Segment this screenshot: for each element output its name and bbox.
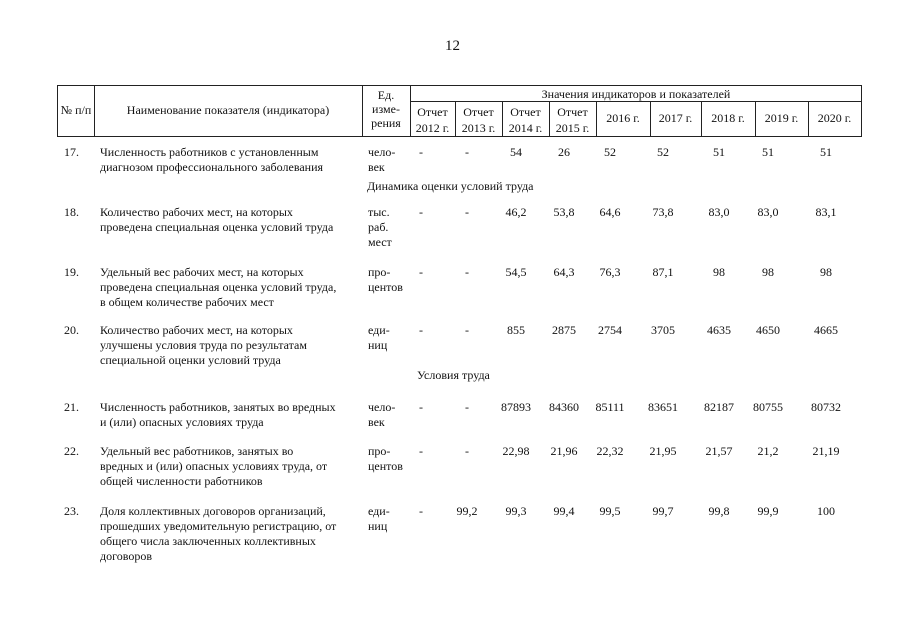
- header-year-2020: 2020 г.: [817, 111, 852, 125]
- indicator-value: 99,2: [456, 504, 478, 518]
- indicator-value: 87893: [501, 400, 531, 414]
- indicator-value: 52: [657, 145, 669, 159]
- indicator-value: 83,1: [815, 205, 837, 219]
- section-heading: Условия труда: [417, 368, 490, 382]
- header-year-2016: 2016 г.: [606, 111, 640, 125]
- header-year-2018: 2018 г.: [711, 111, 745, 125]
- indicator-value: 4665: [814, 323, 838, 337]
- header-group-title: Значения индикаторов и показателей: [541, 87, 731, 101]
- header-year-2013: Отчет 2013 г.: [461, 105, 496, 135]
- indicator-value: 98: [762, 265, 774, 279]
- indicator-name: Количество рабочих мест, на которых проведена специальная оценка условий труда: [100, 205, 334, 234]
- indicator-value: -: [419, 444, 423, 458]
- header-year-2017: 2017 г.: [658, 111, 693, 125]
- indicator-value: -: [465, 400, 469, 414]
- indicator-value: -: [419, 205, 423, 219]
- indicator-value: 21,19: [812, 444, 840, 458]
- page-number: 12: [445, 38, 460, 54]
- indicator-value: 83,0: [708, 205, 730, 219]
- indicator-value: 99,5: [599, 504, 621, 518]
- section-heading: Динамика оценки условий труда: [367, 179, 534, 193]
- indicator-value: 21,57: [705, 444, 733, 458]
- header-year-2015: Отчет 2015 г.: [555, 105, 590, 135]
- indicator-value: 21,96: [550, 444, 578, 458]
- row-number: 23.: [64, 504, 79, 518]
- unit-of-measure: чело- век: [368, 400, 396, 429]
- indicator-value: 21,2: [757, 444, 779, 458]
- indicator-value: 99,8: [708, 504, 730, 518]
- unit-of-measure: про- центов: [368, 444, 403, 473]
- indicator-name: Удельный вес работников, занятых во вредных и (или) опасных условиях труда, от общей численности работников: [100, 444, 328, 488]
- unit-of-measure: еди- ниц: [368, 504, 390, 533]
- indicator-value: 3705: [651, 323, 675, 337]
- indicator-value: 22,98: [502, 444, 530, 458]
- indicator-value: 99,7: [652, 504, 674, 518]
- indicator-value: 82187: [704, 400, 734, 414]
- indicator-value: -: [465, 145, 469, 159]
- header-col-name: Наименование показателя (индикатора): [126, 103, 330, 117]
- indicator-value: 83651: [648, 400, 678, 414]
- indicator-value: -: [419, 265, 423, 279]
- indicator-value: 51: [713, 145, 725, 159]
- indicator-value: -: [419, 504, 423, 518]
- indicator-value: -: [419, 323, 423, 337]
- indicator-value: -: [419, 400, 423, 414]
- indicator-value: 83,0: [757, 205, 779, 219]
- indicator-value: 53,8: [553, 205, 575, 219]
- indicator-value: 64,6: [599, 205, 621, 219]
- header-year-2014: Отчет 2014 г.: [508, 105, 543, 135]
- indicator-value: 22,32: [596, 444, 624, 458]
- indicator-value: 64,3: [553, 265, 575, 279]
- indicator-value: -: [419, 145, 423, 159]
- unit-of-measure: тыс. раб. мест: [368, 205, 392, 249]
- unit-of-measure: про- центов: [368, 265, 403, 294]
- indicator-value: 99,4: [553, 504, 575, 518]
- indicator-value: 73,8: [652, 205, 674, 219]
- indicator-value: -: [465, 265, 469, 279]
- indicator-value: 2754: [598, 323, 622, 337]
- indicator-value: 4635: [707, 323, 731, 337]
- indicator-value: 99,9: [757, 504, 779, 518]
- indicator-name: Удельный вес рабочих мест, на которых проведена специальная оценка условий труда, в общем количестве рабочих мест: [100, 265, 337, 309]
- header-col-no: № п/п: [60, 103, 92, 117]
- unit-of-measure: еди- ниц: [368, 323, 390, 352]
- indicator-name: Доля коллективных договоров организаций, прошедших уведомительную регистрацию, от общего числа заключенных коллективных договоров: [100, 504, 337, 563]
- indicator-value: -: [465, 205, 469, 219]
- header-year-2012: Отчет 2012 г.: [415, 105, 450, 135]
- indicator-value: 80732: [811, 400, 841, 414]
- indicator-value: 100: [817, 504, 835, 518]
- indicator-value: 52: [604, 145, 616, 159]
- header-year-2019: 2019 г.: [764, 111, 799, 125]
- indicator-value: 26: [558, 145, 570, 159]
- indicator-value: 98: [713, 265, 725, 279]
- indicator-value: 84360: [549, 400, 579, 414]
- indicator-value: 51: [762, 145, 774, 159]
- indicator-value: -: [465, 444, 469, 458]
- indicator-value: 21,95: [649, 444, 677, 458]
- indicator-name: Количество рабочих мест, на которых улучшены условия труда по результатам специальной оценки условий труда: [100, 323, 307, 367]
- indicator-value: -: [465, 323, 469, 337]
- indicator-value: 855: [507, 323, 525, 337]
- indicator-value: 46,2: [505, 205, 527, 219]
- indicator-value: 87,1: [652, 265, 674, 279]
- indicator-value: 54,5: [505, 265, 527, 279]
- row-number: 20.: [64, 323, 79, 337]
- indicator-value: 51: [820, 145, 832, 159]
- row-number: 17.: [64, 145, 79, 159]
- row-number: 22.: [64, 444, 79, 458]
- row-number: 19.: [64, 265, 79, 279]
- header-col-unit: Ед. изме- рения: [371, 88, 401, 130]
- indicator-value: 2875: [552, 323, 576, 337]
- indicator-name: Численность работников, занятых во вредных и (или) опасных условиях труда: [100, 400, 336, 429]
- row-number: 18.: [64, 205, 79, 219]
- row-number: 21.: [64, 400, 79, 414]
- indicator-value: 4650: [756, 323, 780, 337]
- indicator-value: 99,3: [505, 504, 527, 518]
- indicator-value: 80755: [753, 400, 783, 414]
- unit-of-measure: чело- век: [368, 145, 396, 174]
- indicator-value: 54: [510, 145, 522, 159]
- indicator-value: 85111: [595, 400, 625, 414]
- indicator-value: 98: [820, 265, 832, 279]
- indicator-name: Численность работников с установленным диагнозом профессионального заболевания: [100, 145, 324, 174]
- indicator-value: 76,3: [599, 265, 621, 279]
